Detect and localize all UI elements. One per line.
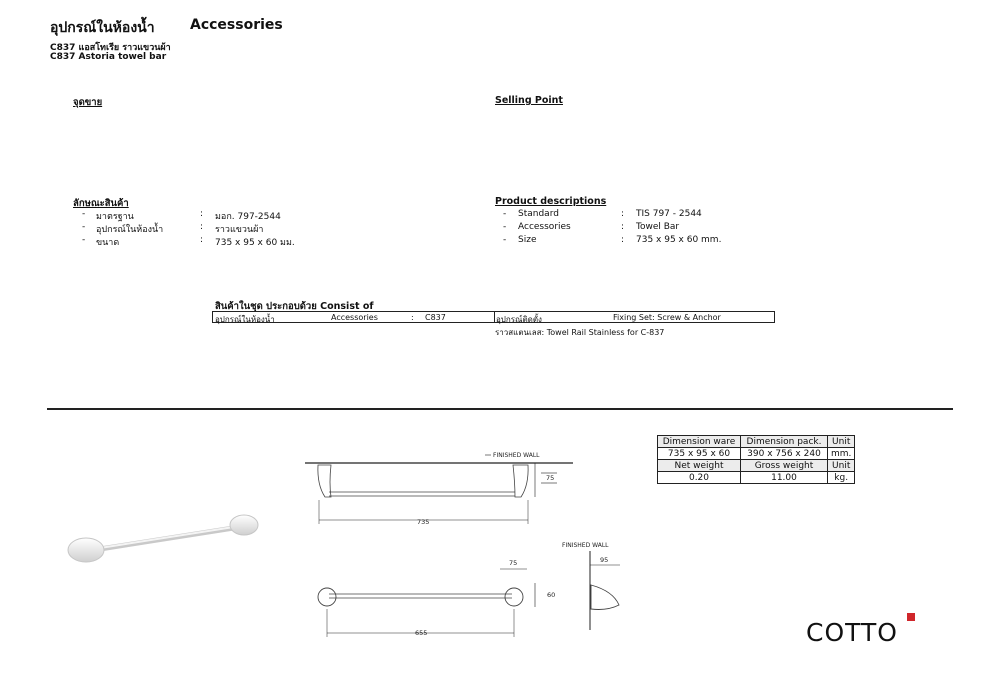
table-cell: mm. [828, 448, 855, 460]
spec-label: Size [518, 235, 537, 245]
spec-value: TIS 797 - 2544 [636, 209, 702, 219]
consist-item2-thai: อุปกรณ์ติดตั้ง [496, 315, 542, 324]
spec-dash: - [503, 209, 507, 219]
stainless-rail-note: ราวสแตนเลส: Towel Rail Stainless for C-837 [495, 328, 665, 337]
spec-label: Standard [518, 209, 559, 219]
subtitle-english: C837 Astoria towel bar [50, 52, 167, 62]
product-desc-heading: Product descriptions [495, 196, 607, 207]
spec-value: 735 x 95 x 60 มม. [215, 238, 295, 248]
title-thai: อุปกรณ์ในห้องน้ำ [50, 20, 155, 36]
spec-label: Accessories [518, 222, 571, 232]
spec-sep: : [200, 235, 204, 245]
spec-sep: : [621, 222, 625, 232]
subtitle-thai: C837 แอสโทเรีย ราวแขวนผ้า [50, 43, 171, 53]
header-cell: Dimension pack. [741, 436, 828, 448]
dim-655: 655 [415, 629, 428, 637]
dim-95: 95 [600, 556, 609, 564]
spec-sep: : [621, 209, 625, 219]
consist-item1-english: Accessories [331, 313, 378, 322]
finished-wall-label-side: FINISHED WALL [562, 542, 609, 549]
spec-sep: : [200, 209, 204, 219]
spec-label: มาตรฐาน [96, 212, 134, 222]
consist-item2-english: Fixing Set: Screw & Anchor [613, 313, 721, 322]
spec-dash: - [82, 209, 86, 219]
consist-item1-code: C837 [425, 313, 446, 322]
dimension-table [657, 435, 855, 484]
table-cell: kg. [828, 472, 855, 484]
towel-rail-highlight [100, 526, 240, 548]
table-header-row [658, 436, 855, 448]
right-mount [513, 465, 528, 497]
spec-label: อุปกรณ์ในห้องน้ำ [96, 225, 164, 235]
technical-drawing [295, 445, 645, 645]
title-accessories: Accessories [190, 17, 283, 33]
cotto-logo: COTTO [806, 618, 898, 647]
spec-sep: : [621, 235, 625, 245]
product-desc-heading-thai: ลักษณะสินค้า [73, 198, 129, 209]
header-cell: Unit [828, 460, 855, 472]
consist-divider [494, 312, 495, 323]
right-mount-front [505, 588, 523, 606]
consist-of-box [212, 311, 775, 323]
selling-point-heading-thai: จุดขาย [73, 97, 103, 108]
right-bracket [230, 515, 258, 535]
spec-dash: - [82, 235, 86, 245]
table-row [658, 448, 855, 460]
spec-dash: - [503, 222, 507, 232]
spec-value: Towel Bar [636, 222, 680, 232]
table-cell: 11.00 [741, 472, 828, 484]
header-cell: Unit [828, 436, 855, 448]
consist-of-title: สินค้าในชุด ประกอบด้วย Consist of [215, 301, 374, 312]
table-cell: 390 x 756 x 240 [741, 448, 828, 460]
section-divider [47, 408, 953, 410]
header-cell: Net weight [658, 460, 741, 472]
table-cell: 735 x 95 x 60 [658, 448, 741, 460]
dim-735: 735 [417, 518, 430, 526]
left-bracket [68, 538, 104, 562]
consist-item1-thai: อุปกรณ์ในห้องน้ำ [215, 315, 275, 324]
product-photo [60, 505, 270, 585]
header-cell: Dimension ware [658, 436, 741, 448]
dim-75-top: 75 [546, 474, 555, 482]
spec-sep: : [200, 222, 204, 232]
spec-dash: - [503, 235, 507, 245]
side-mount-profile [591, 585, 619, 610]
spec-value: มอก. 797-2544 [215, 212, 281, 222]
header-cell: Gross weight [741, 460, 828, 472]
spec-value: 735 x 95 x 60 mm. [636, 235, 722, 245]
selling-point-heading: Selling Point [495, 95, 563, 106]
table-header-row [658, 460, 855, 472]
dim-60: 60 [547, 591, 556, 599]
logo-red-square [907, 613, 915, 621]
table-row [658, 472, 855, 484]
dim-75-bottom: 75 [509, 559, 518, 567]
table-cell: 0.20 [658, 472, 741, 484]
spec-dash: - [82, 222, 86, 232]
finished-wall-label-top: FINISHED WALL [493, 452, 540, 459]
left-mount-front [318, 588, 336, 606]
spec-value: ราวแขวนผ้า [215, 225, 264, 235]
consist-item1-sep: : [411, 313, 414, 322]
spec-label: ขนาด [96, 238, 120, 248]
